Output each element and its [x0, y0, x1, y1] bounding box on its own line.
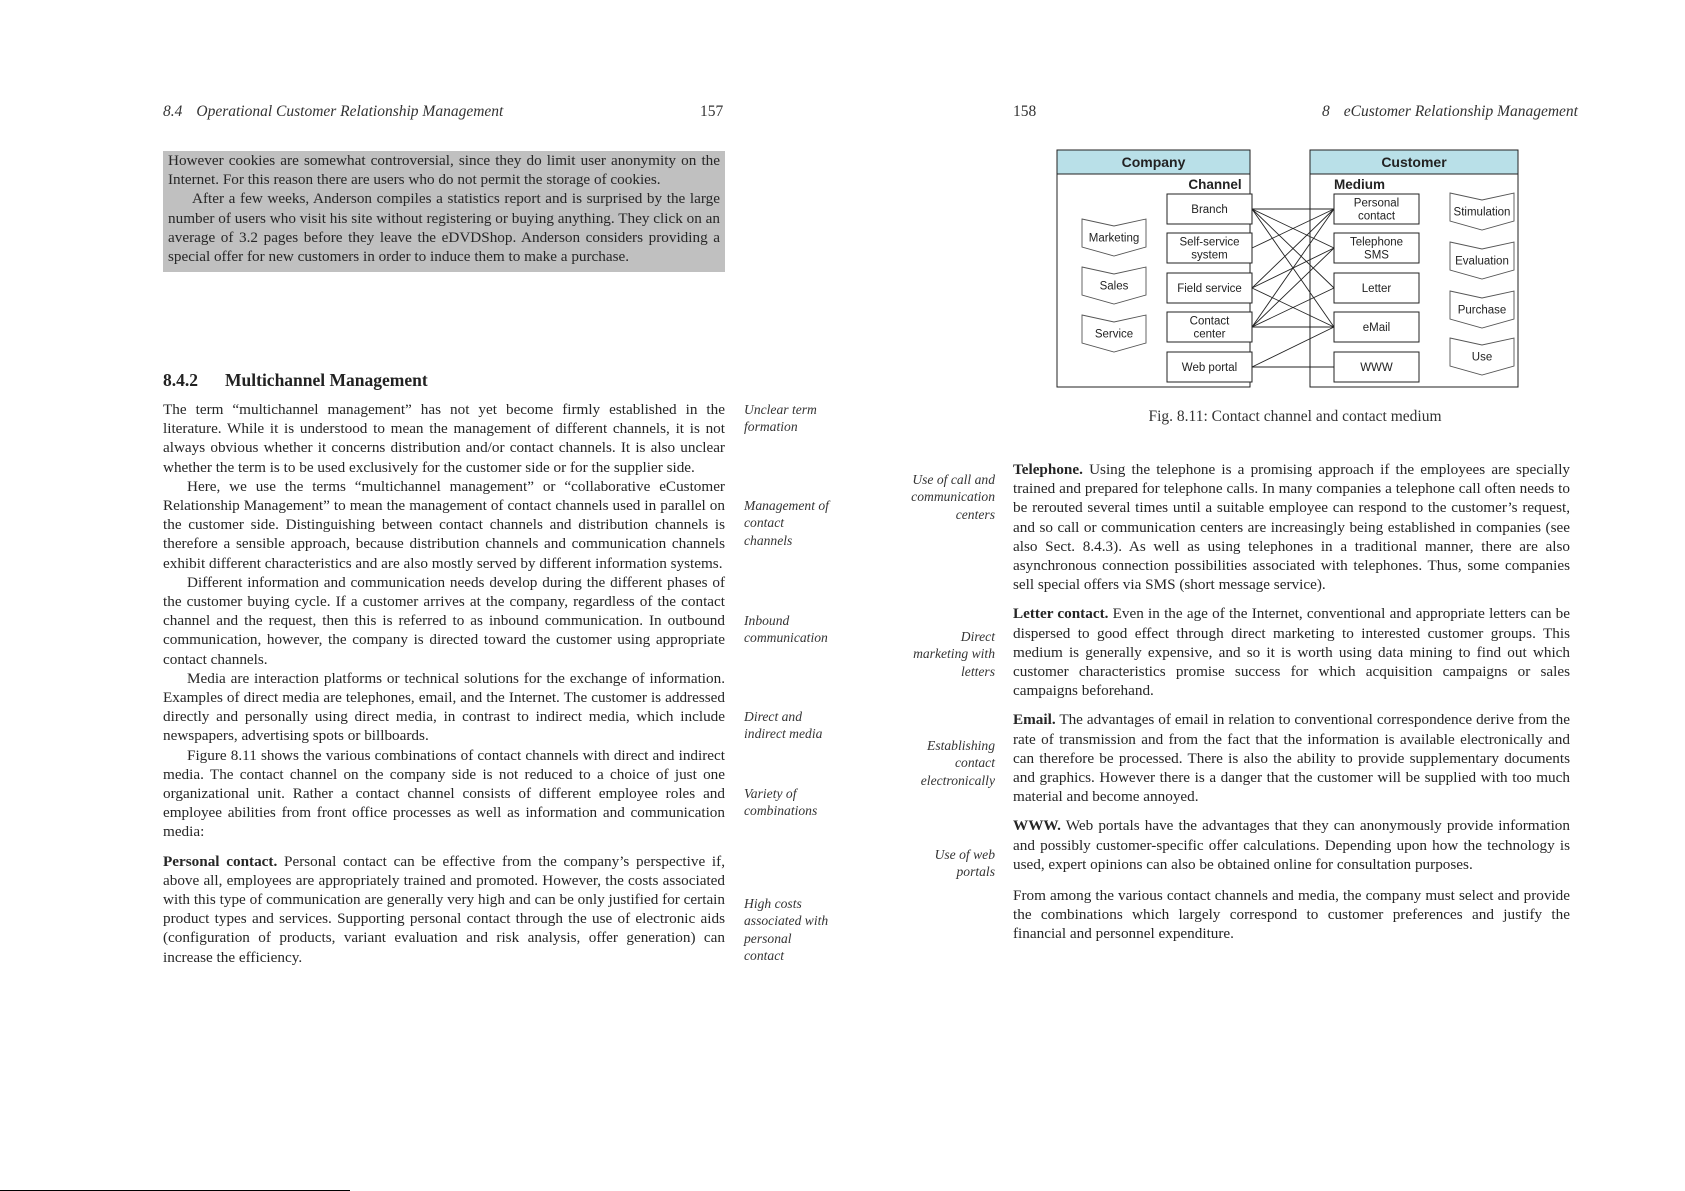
margin-note-line: Use of web: [934, 847, 995, 862]
paragraph-text: Using the telephone is a promising approach if the employees are specially trained and prepared for telephone calls. In many companies a telephone call often needs to be rerouted several times until a suitable employee can respond to the customer’s request, and so call or communication centers are increasingly being established in companies (see also Sect. 8.4.3). As well as using telephones in a traditional manner, there are also asynchronous connection possibilities associated with telephones. Thus, some companies sell special offers via SMS (short message service).: [1013, 461, 1571, 594]
margin-note: [744, 612, 828, 647]
letter-paragraph: [1013, 604, 1570, 700]
margin-note-line: Establishing: [927, 738, 995, 753]
section-number: 8.4.2: [163, 370, 198, 390]
personal-contact-paragraph: [163, 852, 725, 967]
margin-note-line: communication: [911, 489, 995, 505]
right-body: [1013, 460, 1570, 944]
figure-caption: Fig. 8.11: Contact channel and contact medium: [1148, 408, 1442, 425]
margin-note: [744, 785, 817, 820]
run-head: Email.: [1013, 711, 1056, 729]
phase-chevron-label: Purchase: [1457, 304, 1507, 317]
running-head-right: [1322, 103, 1578, 121]
margin-note: [850, 628, 995, 680]
running-head-title: eCustomer Relationship Management: [1343, 103, 1578, 120]
margin-note: [850, 471, 995, 523]
channel-label-text: Field service: [1177, 283, 1242, 296]
paragraph: Media are interaction platforms or technical solutions for the exchange of information. Examples of direct media are telephones, email, and the Internet. The customer is addressed directly and personally using direct media, in contrast to indirect media, which include newspapers, advertising spots or billboards.: [163, 669, 725, 745]
run-head: Personal contact.: [163, 852, 278, 870]
margin-note-line: contact: [954, 755, 995, 771]
department-chevron-label: Sales: [1099, 280, 1129, 293]
run-head: Letter contact.: [1013, 605, 1109, 623]
paragraph: Here, we use the terms “multichannel management” or “collaborative eCustomer Relationship Management” to mean the management of contact channels used in parallel on the customer side. Distinguishing between contact channels and distribution channels is therefore a sensible approach, because distribution channels and communication channels exhibit different characteristics and are also mostly served by different information systems.: [163, 477, 725, 572]
margin-note-line: Unclear term: [744, 402, 817, 417]
paragraph-text: Web portals have the advantages that they can anonymously provide information and possibly customer-specific offer calculations. Depending upon how the technology is used, expert opinions can also be obtained online for consultation purposes.: [1013, 817, 1570, 873]
paragraph: Figure 8.11 shows the various combinations of contact channels with direct and indirect media. The contact channel on the company side is not reduced to a choice of just one organizational unit. Rather a contact channel consists of different employee roles and employee abilities from front office processes as well as information and communication media:: [163, 746, 725, 841]
margin-note-line: letters: [961, 663, 995, 679]
medium-label-text: WWW: [1360, 362, 1393, 375]
margin-note: [850, 737, 995, 789]
medium-label-text: SMS: [1364, 249, 1389, 262]
company-panel-title: Company: [1121, 154, 1186, 170]
channel-label-text: Web portal: [1181, 362, 1238, 375]
phase-chevron-label: Evaluation: [1455, 255, 1509, 268]
margin-note-line: portals: [956, 864, 995, 880]
margin-note: [744, 497, 829, 549]
margin-note-line: Inbound: [744, 613, 790, 628]
margin-note-line: associated with: [744, 913, 829, 929]
department-chevron-label: Marketing: [1088, 232, 1140, 245]
customer-panel-title: Customer: [1381, 154, 1447, 170]
section-heading: [163, 370, 428, 391]
paragraph-text: Even in the age of the Internet, conventional and appropriate letters can be dispersed to good effect through direct marketing to interested customer groups. This medium is generally expensive, and so it is worth using data mining to find out which customer characteristics promise success for which acquisition campaigns or sales campaigns beforehand.: [1013, 605, 1570, 700]
closing-paragraph: From among the various contact channels and media, the company must select and provide the combinations which largely correspond to customer preferences and justify the financial and personnel expenditure.: [1013, 887, 1570, 943]
paragraph: Different information and communication needs develop during the different phases of the customer buying cycle. If a customer arrives at the company, regardless of the contact channel and the request, then this is referred to as inbound communication. In outbound communication, however, the company is directed toward the customer using appropriate contact channels.: [163, 573, 725, 668]
medium-label-text: Telephone: [1349, 236, 1404, 249]
margin-note-line: contact: [744, 515, 785, 531]
run-head: WWW.: [1013, 817, 1061, 835]
running-head-title: Operational Customer Relationship Management: [196, 103, 504, 120]
margin-note-line: Variety of: [744, 786, 797, 801]
section-title: Multichannel Management: [225, 370, 428, 390]
margin-note-line: personal: [744, 930, 792, 946]
channel-label-text: Self-service: [1179, 236, 1240, 249]
running-head-section: 8.4: [163, 103, 183, 120]
page-number-left: 157: [700, 103, 724, 120]
telephone-paragraph: [1013, 460, 1570, 594]
margin-note: [744, 401, 817, 436]
contact-channel-diagram: [1050, 145, 1540, 395]
channel-label-text: system: [1191, 249, 1228, 262]
channel-label: Channel: [1188, 177, 1242, 192]
margin-note-line: Direct: [960, 629, 995, 644]
margin-note-line: indirect media: [744, 726, 823, 742]
margin-note: [744, 708, 822, 743]
paragraph: The term “multichannel management” has not yet become firmly established in the literature. While it is understood to mean the management of different channels, it is not always obvious whether it concerns distribution and/or contact channels. It is also unclear whether the term is to be used exclusively for the customer side or for the supplier side.: [163, 401, 725, 476]
margin-note-line: electronically: [920, 772, 995, 788]
paragraph-text: Personal contact can be effective from the company’s perspective if, above all, employees are appropriately trained and promoted. However, the costs associated with this type of communication are generally very high and can be only justified for certain product types and services. Supporting personal contact through the use of electronic aids (configuration of products, variant evaluation and risk analysis, offer generation) can increase the efficiency.: [163, 852, 725, 966]
channel-label-text: Branch: [1191, 204, 1228, 217]
margin-note: [850, 846, 995, 881]
margin-note-line: marketing with: [913, 646, 995, 662]
margin-note-line: communication: [744, 630, 828, 646]
medium-label-text: eMail: [1362, 322, 1391, 335]
medium-label: Medium: [1334, 177, 1386, 192]
margin-note-line: contact: [744, 948, 785, 964]
example-paragraph: However cookies are somewhat controversial, since they do limit user anonymity on the Internet. For this reason there are users who do not permit the storage of cookies.: [168, 152, 720, 189]
margin-note-line: Use of call and: [912, 472, 995, 487]
margin-note: [744, 895, 828, 965]
example-paragraph: After a few weeks, Anderson compiles a statistics report and is surprised by the large number of users who visit his site without registering or buying anything. They click on an average of 3.2 pages before they leave the eDVDShop. Anderson considers providing a special offer for new customers in order to induce them to make a purchase.: [168, 190, 720, 266]
channel-label-text: Contact: [1189, 315, 1230, 328]
medium-label-text: contact: [1357, 210, 1396, 223]
www-paragraph: [1013, 816, 1570, 874]
margin-note-line: Management of: [744, 498, 829, 513]
running-head-chapter: 8: [1322, 103, 1330, 120]
phase-chevron-label: Stimulation: [1453, 206, 1511, 219]
example-box: [163, 151, 725, 272]
page-number-right: 158: [1013, 103, 1037, 120]
run-head: Telephone.: [1013, 461, 1083, 478]
margin-note-line: centers: [955, 506, 995, 522]
email-paragraph: [1013, 710, 1570, 806]
margin-note-line: formation: [744, 419, 798, 435]
margin-note-line: Direct and: [744, 709, 803, 724]
medium-label-text: Letter: [1361, 283, 1392, 296]
paragraph-text: The advantages of email in relation to conventional correspondence derive from the rate of transmission and from the fact that the information is available electronically and can therefore be processed. There is also the ability to provide supplementary documents and graphics. However there is a danger that the customer will be supplied with too much material and become annoyed.: [1013, 711, 1570, 806]
left-body: [163, 400, 725, 967]
margin-note-line: channels: [744, 532, 793, 548]
margin-note-line: High costs: [744, 896, 802, 911]
channel-label-text: center: [1193, 328, 1226, 341]
margin-note-line: combinations: [744, 803, 818, 819]
running-head-left: [163, 103, 503, 121]
medium-label-text: Personal: [1353, 197, 1400, 210]
department-chevron-label: Service: [1094, 328, 1134, 341]
phase-chevron-label: Use: [1471, 351, 1493, 364]
